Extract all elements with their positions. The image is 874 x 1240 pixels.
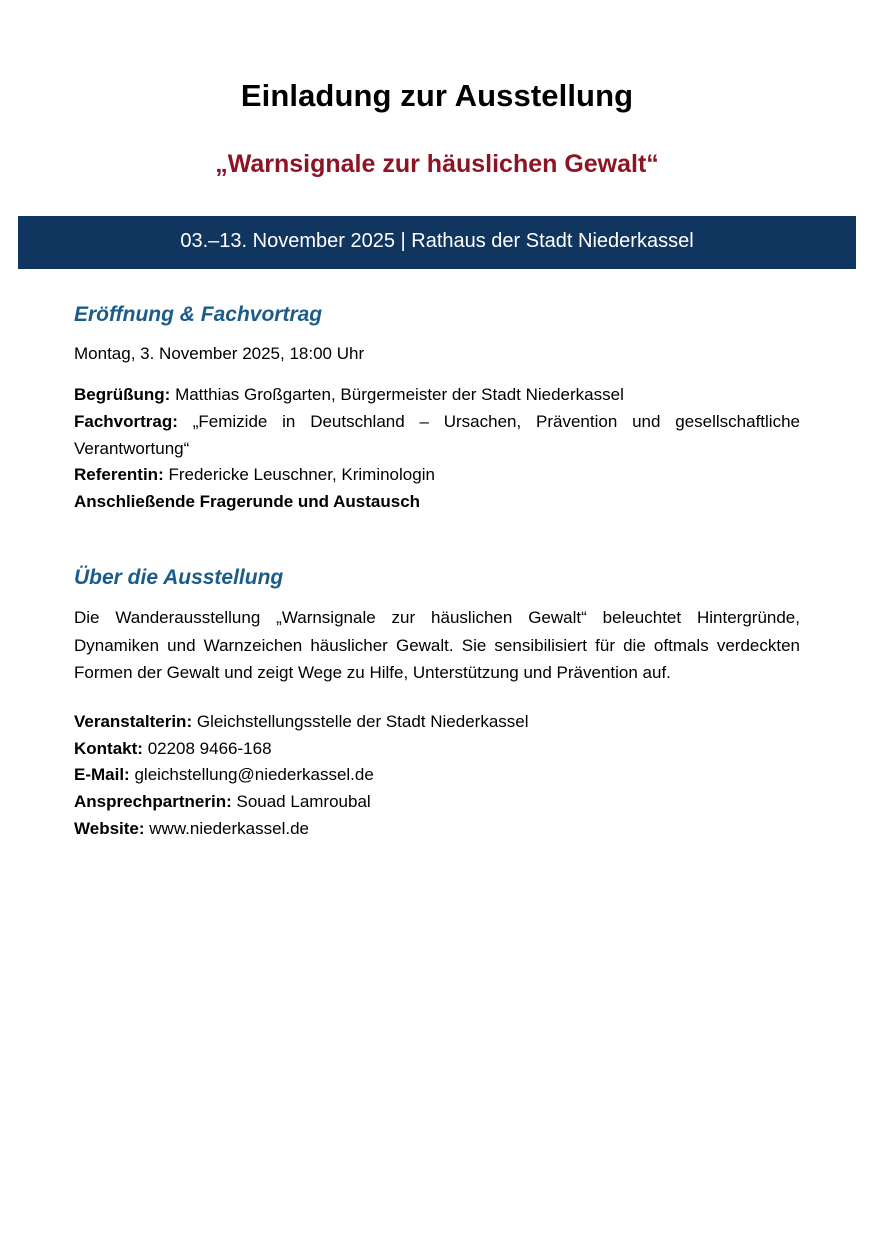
contact-website (74, 816, 800, 843)
detail-fachvortrag (74, 409, 800, 463)
contact-block (74, 709, 800, 843)
contact-veranstalterin-label: Veranstalterin: (74, 711, 193, 731)
contact-ansprechpartnerin-label: Ansprechpartnerin: (74, 792, 232, 812)
contact-kontakt (74, 736, 800, 763)
contact-website-label: Website: (74, 819, 145, 839)
contact-ansprechpartnerin-value: Souad Lamroubal (236, 792, 371, 812)
detail-referentin-label: Referentin: (74, 465, 164, 485)
contact-kontakt-value: 02208 9466-168 (147, 738, 272, 758)
detail-begruessung (74, 382, 800, 409)
page-title: Einladung zur Ausstellung (240, 78, 634, 113)
contact-email-value[interactable]: gleichstellung@niederkassel.de (134, 765, 374, 785)
date-banner: 03.–13. November 2025 | Rathaus der Stadt Niederkassel (18, 216, 856, 269)
contact-veranstalterin-value: Gleichstellungsstelle der Stadt Niederkassel (196, 711, 529, 731)
contact-kontakt-label: Kontakt: (74, 738, 143, 758)
event-date-line: Montag, 3. November 2025, 18:00 Uhr (74, 344, 365, 363)
detail-fachvortrag-value: „Femizide in Deutschland – Ursachen, Prävention und gesellschaftliche Verantwortung“ (74, 411, 800, 458)
contact-website-value[interactable]: www.niederkassel.de (149, 819, 309, 839)
contact-email-label: E-Mail: (74, 765, 130, 785)
contact-ansprechpartnerin (74, 789, 800, 816)
detail-begruessung-label: Begrüßung: (74, 384, 171, 404)
detail-fragerunde: Anschließende Fragerunde und Austausch (74, 492, 421, 512)
section-heading-eroeffnung: Eröffnung & Fachvortrag (74, 303, 323, 326)
detail-referentin-value: Fredericke Leuschner, Kriminologin (168, 465, 435, 485)
detail-begruessung-value: Matthias Großgarten, Bürgermeister der Stadt Niederkassel (175, 384, 624, 404)
contact-veranstalterin (74, 709, 800, 736)
detail-referentin (74, 462, 800, 489)
event-details (74, 382, 800, 516)
detail-fachvortrag-label: Fachvortrag: (74, 411, 178, 431)
page-subtitle: „Warnsignale zur häuslichen Gewalt“ (215, 150, 659, 178)
document-content (74, 303, 800, 843)
contact-email (74, 762, 800, 789)
section-heading-ausstellung: Über die Ausstellung (74, 566, 284, 590)
ausstellung-paragraph: Die Wanderausstellung „Warnsignale zur häuslichen Gewalt“ beleuchtet Hintergründe, Dynamiken und Warnzeichen häuslicher Gewalt. Sie sensibilisiert für die oftmals verdeckten Formen der Gewalt und zeigt Wege zu Hilfe, Unterstützung und Prävention auf. (74, 608, 800, 683)
